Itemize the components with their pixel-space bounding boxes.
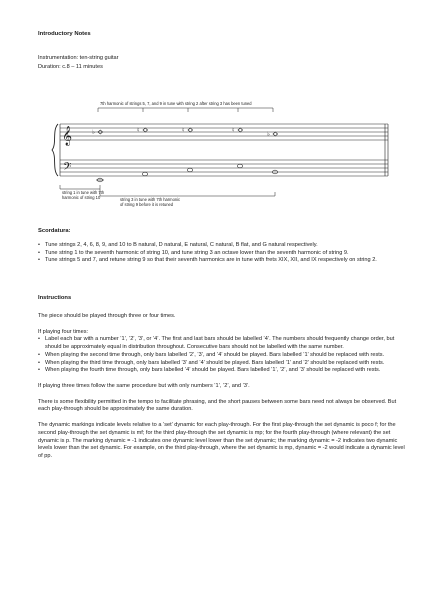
instructions-heading: Instructions bbox=[38, 295, 72, 301]
instructions-intro: The piece should be played through three or four times. bbox=[38, 312, 176, 319]
treble-staff bbox=[60, 124, 388, 140]
page-title: Introductory Notes bbox=[38, 31, 91, 37]
bottom-label-2: string 3 in tune with 7th harmonic of string 9 before it is retuned bbox=[120, 197, 181, 207]
bass-noteheads bbox=[96, 164, 278, 182]
four-times-lead: If playing four times: bbox=[38, 328, 89, 335]
list-item: • Label each bar with a number ‘1’, ‘2’, ‘3’, or ‘4’. The first and last bars should be labelled ‘4’. The numbers should frequently change order, but should be approximately equal in distribution throughout. Consecutive bars should not be labelled with the same number. bbox=[38, 336, 408, 351]
flat-icon: ♭ bbox=[92, 129, 95, 136]
top-bracket-label: 7th harmonic of strings 5, 7, and 9 in tune with string 2 after string 3 has been tuned bbox=[100, 101, 252, 106]
instructions-section bbox=[38, 295, 408, 461]
three-times-note: If playing three times follow the same procedure but with only numbers ‘1’, ‘2’, and ‘3’. bbox=[38, 383, 250, 390]
treble-clef-icon: 𝄞 bbox=[62, 126, 73, 146]
natural-icon: ♮ bbox=[137, 127, 140, 134]
bass-staff bbox=[60, 160, 388, 176]
list-item: • Tune string 1 to the seventh harmonic of string 10, and tune string 3 an octave lower than the seventh harmonic of string 9. bbox=[38, 250, 408, 258]
natural-icon: ♮ bbox=[182, 127, 185, 134]
duration-line: Duration: c.8 – 11 minutes bbox=[38, 64, 103, 70]
bass-clef-icon: 𝄢 bbox=[63, 161, 72, 176]
list-item: • When playing the third time through, only bars labelled ‘3’ and ‘4’ should be played. Bars labelled ‘1’ and ‘2’ should be replaced with rests. bbox=[38, 360, 408, 368]
top-bracket bbox=[98, 108, 273, 112]
accidentals bbox=[92, 127, 270, 138]
list-item: • Tune strings 5 and 7, and retune string 9 so that their seventh harmonics are in tune with frets XIX, XII, and IX respectively on string 2. bbox=[38, 257, 408, 265]
list-item: • When playing the second time through, only bars labelled ‘2’, ‘3’, and ‘4’ should be played. Bars labelled ‘1’ should be replaced with rests. bbox=[38, 352, 408, 360]
scordatura-heading: Scordatura: bbox=[38, 228, 71, 234]
work-details bbox=[38, 54, 119, 72]
list-item: • When playing the fourth time through, only bars labelled ‘4’ should be played. Bars labelled ‘1’, ‘2’, and ‘3’ should be replaced with rests. bbox=[38, 367, 408, 375]
natural-icon: ♮ bbox=[232, 127, 235, 134]
system-brace bbox=[52, 124, 58, 176]
dynamics-note: The dynamic markings indicate levels relative to a ‘set’ dynamic for each play-through. For the first play-through the set dynamic is poco f; for the second play-through the set dynamic is mf; for the third play-through the set dynamic is mp; for the fourth play-through (where relevant) the set dynamic is p. The marking dynamic = -1 indicates one dynamic level lower than the set dynamic; the marking dynamic = -2 indicates two dynamic levels lower than the set dynamic. For example, on the third play-through, where the set dynamic is mp, dynamic = -2 would indicate a dynamic level of pp. bbox=[38, 422, 405, 460]
bottom-label-1: string 1 in tune with 7th harmonic of string 10 bbox=[62, 190, 105, 200]
scordatura-list bbox=[38, 242, 408, 265]
flat-icon: ♭ bbox=[267, 131, 270, 138]
four-times-list bbox=[38, 336, 408, 375]
flexibility-note: There is some flexibility permitted in the tempo to facilitate phrasing, and the short pauses between some bars need not always be observed. But each play-through should be approximately the same duration. bbox=[38, 398, 397, 413]
instrumentation-line: Instrumentation: ten-string guitar bbox=[38, 55, 119, 61]
scordatura-section bbox=[38, 228, 408, 265]
tuning-score-example bbox=[38, 96, 408, 216]
list-item: • Tune strings 2, 4, 6, 8, 9, and 10 to B natural, D natural, E natural, C natural, B flat, and G natural respectively. bbox=[38, 242, 408, 250]
